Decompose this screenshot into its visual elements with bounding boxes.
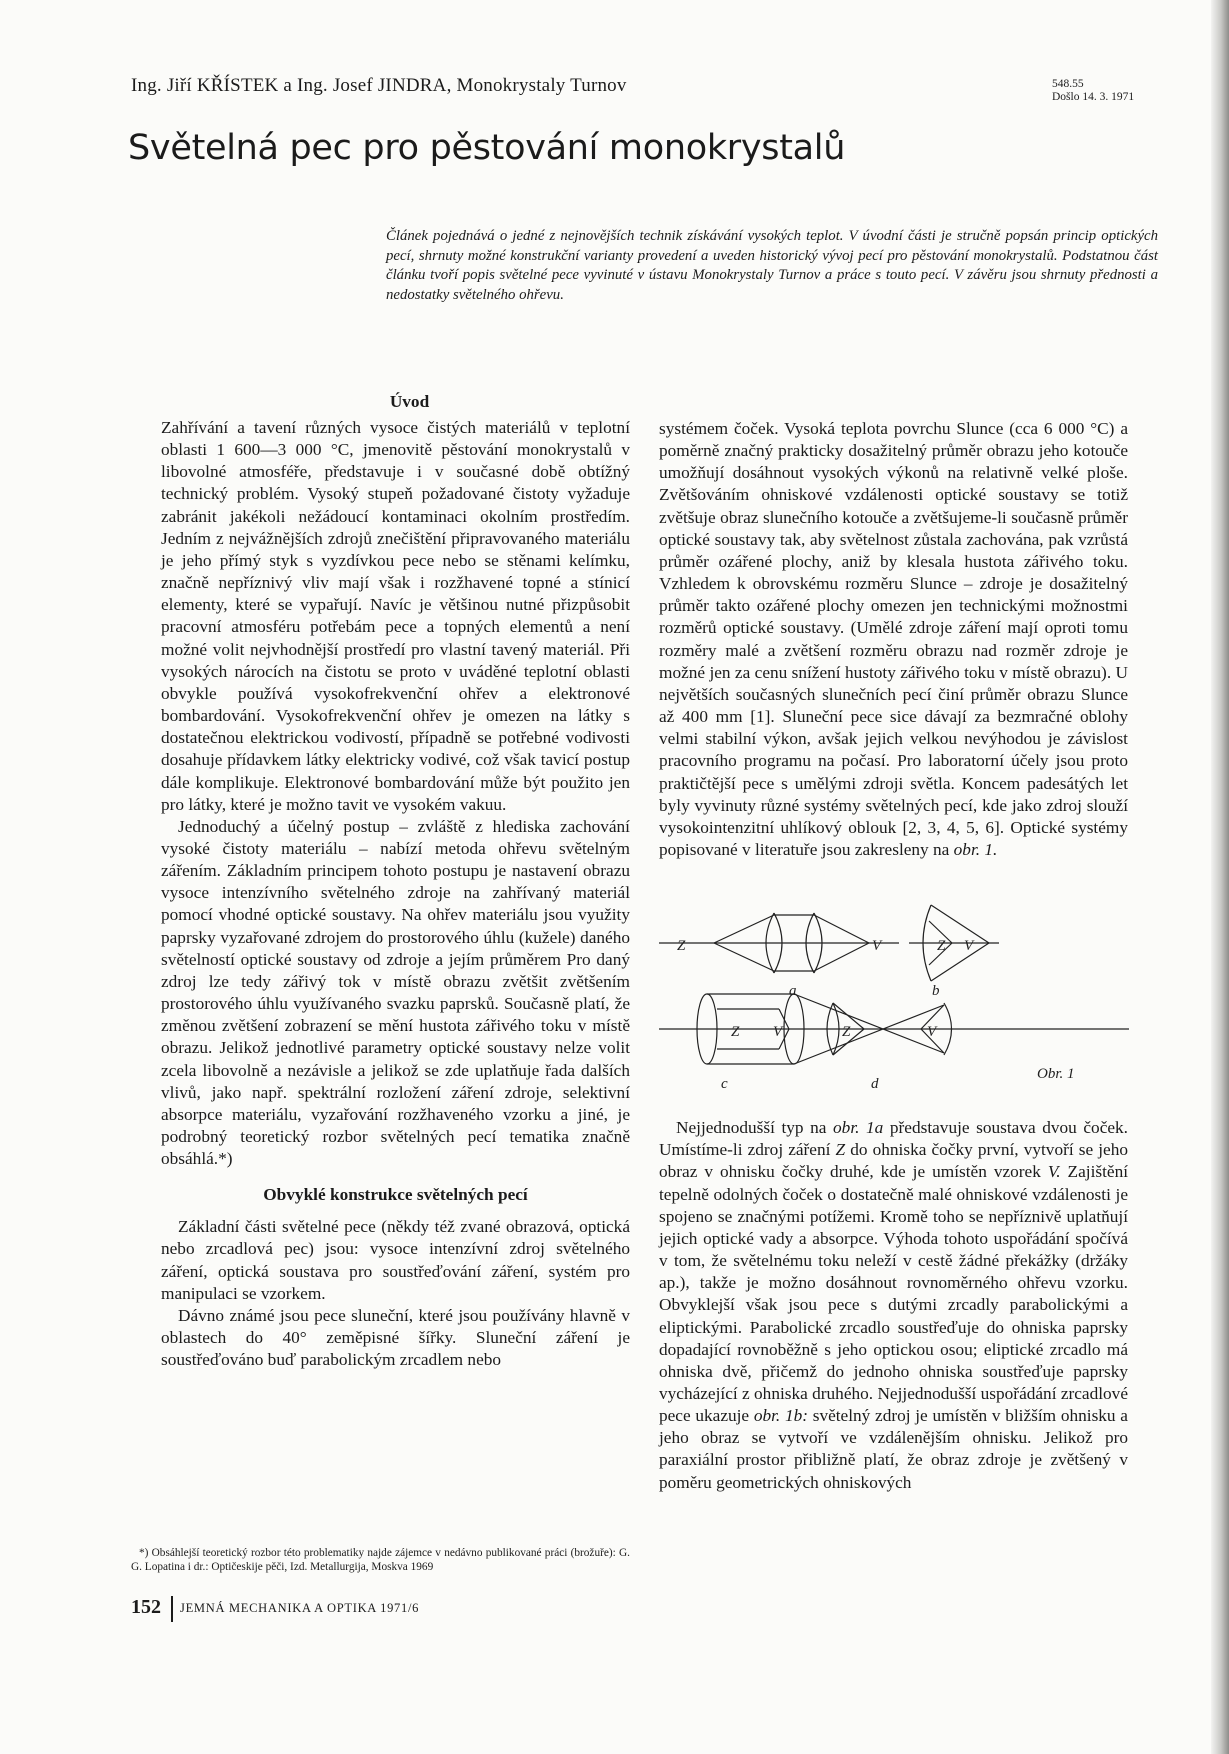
- right-column: [659, 418, 1128, 1494]
- figure-ref: obr. 1.: [953, 839, 998, 859]
- fig-label-v-a: V: [872, 938, 882, 955]
- header-meta: [1052, 78, 1134, 104]
- paragraph-r1: systémem čoček. Vysoká teplota povrchu Slunce (cca 6 000 °C) a poměrně značný prakticky dosažitelný průměr obrazu jeho kotouče umožňují dosáhnout vysokých výkonů na relativně velké ploše. Zvětšováním ohniskové vzdálenosti optické soustavy se totiž zvětšuje obraz slunečního kotouče a zvětšujeme-li současně průměr optické soustavy tak, aby světelnost zůstala zachována, pak vzrůstá průměr ozářené plochy, aniž by klesala hustota zářivého toku. Vzhledem k obrovskému rozměru Slunce – zdroje je dosažitelný průměr takto ozářené plochy omezen jen technickými možnostmi rozměrů optické soustavy. (Umělé zdroje záření mají oproti tomu rozměry malé a zvětšení rozměru obrazu nad rozměr zdroje je možné jen za cenu snížení hustoty zářivého toku v místě obrazu). U největších současných slunečních pecí činí průměr obrazu Slunce až 400 mm [1]. Sluneční pece sice dávají za bezmračné oblohy velmi stabilní výkon, avšak jejich velkou nevýhodou je závislost pracovního programu na počasí. Pro laboratorní účely jsou proto praktičtější pece s umělými zdroji světla. Koncem padesátých let byly vyvinuty různé systémy světelných pecí, kde jako zdroj slouží vysokointenzitní uhlíkový oblouk [2, 3, 4, 5, 6]. Optické systémy popisované v literatuře jsou zakresleny na obr. 1.: [659, 419, 1128, 859]
- fig-label-a: a: [789, 983, 797, 1000]
- figure-ref-1b: obr. 1b:: [753, 1406, 808, 1426]
- article-title: Světelná pec pro pěstování monokrystalů: [128, 128, 846, 168]
- fig-label-d: d: [871, 1076, 879, 1093]
- section-heading-obvykle: Obvyklé konstrukce světelných pecí: [263, 1185, 528, 1205]
- fig-label-v-c: V: [773, 1024, 783, 1041]
- page-edge-shadow: [1211, 0, 1229, 1754]
- paragraph-r2: Nejjednodušší typ na obr. 1a představuje soustava dvou čoček. Umístíme-li zdroj záření Z do ohniska čočky první, vytvoří se jeho obraz v ohnisku čočky druhé, kde je umístěn vzorek V. Zajištění tepelně odolných čoček o dostatečně malé ohniskové vzdálenosti je spojeno se značnými potížemi. Kromě toho se nepříznivě uplatňují jejich optické vady a absorpce. Výhoda tohoto uspořádání spočívá v tom, že světelnému toku neleží v cestě žádné překážky (držáky ap.), takže je možno dosáhnout rovnoměrného ohřevu vzorku. Obvyklejší však jsou pece s dutými zrcadly parabolickými a eliptickými. Parabolické zrcadlo soustřeďuje do ohniska paprsky dopadající rovnoběžně s jeho optickou osou; eliptické zrcadlo má ohniska dvě, přičemž do jednoho ohniska soustřeďuje paprsky vycházející z ohniska druhého. Nejjednodušší uspořádání zrcadlové pece ukazuje obr. 1b: světelný zdroj je umístěn v bližším ohnisku a jeho obraz se vytvoří ve vzdálenějším ohnisku. Jelikož pro paraxiální prostor přibližně platí, že obraz zdroje je zvětšený v poměru geometrických ohniskových: [659, 1118, 1129, 1492]
- fig-label-b: b: [932, 983, 940, 1000]
- figure-caption: Obr. 1: [1037, 1066, 1075, 1083]
- fig-label-z-d: Z: [842, 1024, 851, 1041]
- paragraph-4: Dávno známé jsou pece sluneční, které jsou používány hlavně v oblastech do 40° zeměpisné šířky. Sluneční záření je soustřeďováno buď parabolickým zrcadlem nebo: [161, 1305, 630, 1370]
- paragraph-1: Zahřívání a tavení různých vysoce čistých materiálů v teplotní oblasti 1 600—3 000 °C, jmenovitě pěstování monokrystalů v libovolné atmosféře, představuje i v současné době obtížný technický problém. Vysoký stupeň požadované čistoty vyžaduje zabránit jakékoli nežádoucí kontaminaci okolním prostředím. Jedním z nejvážnějších zdrojů znečištění připravovaného materiálu je jeho přímý styk s vyzdívkou pece nebo se stěnami kelímku, značně nepříznivý vliv mají však i rozžhavené topné a stínicí elementy, které se vypařují. Navíc je většinou nutné přizpůsobit pracovní atmosféru potřebám pece a topných elementů a není možné volit nejvhodnější prostředí pro vlastní tavený materiál. Při vysokých nárocích na čistotu se proto v uváděné teplotní oblasti obvykle používá vysokofrekvenční ohřev a elektronové bombardování. Vysokofrekvenční ohřev je omezen na látky s dostatečnou elektrickou vodivostí, případně se potřebné vodivosti dosahuje přídavkem látky elektricky vodivé, což však tavicí postup dále komplikuje. Elektronové bombardování může být použito jen pro látky, které je možno tavit ve vysokém vakuu.: [161, 418, 630, 814]
- footer-separator: [171, 1596, 173, 1622]
- received-date: Došlo 14. 3. 1971: [1052, 91, 1135, 103]
- left-column: [161, 391, 630, 1371]
- fig-label-z-a: Z: [677, 938, 686, 955]
- fig-label-z-c: Z: [731, 1024, 740, 1041]
- figure-1-diagram: [659, 895, 1129, 1095]
- paragraph-3: Základní části světelné pece (někdy též zvané obrazová, optická nebo zrcadlová pec) jsou: vysoce intenzívní zdroj světelného záření, optická soustava pro soustřeďování záření, systém pro manipulaci se vzorkem.: [161, 1217, 630, 1303]
- journal-name: JEMNÁ MECHANIKA A OPTIKA 1971/6: [180, 1601, 420, 1615]
- abstract: Článek pojednává o jedné z nejnovějších technik získávání vysokých teplot. V úvodní části je stručně popsán princip optických pecí, shrnuty možné konstrukční varianty provedení a uveden historický vývoj pecí pro pěstování monokrystalů. Podstatnou část článku tvoří popis světelné pece vyvinuté v ústavu Monokrystaly Turnov a práce s touto pecí. V závěru jsou shrnuty přednosti a nedostatky světelného ohřevu.: [386, 228, 1158, 303]
- header-authors: Ing. Jiří KŘÍSTEK a Ing. Josef JINDRA, Monokrystaly Turnov: [131, 75, 627, 96]
- fig-label-v-b: V: [964, 938, 974, 955]
- section-heading-uvod: Úvod: [389, 392, 430, 411]
- paragraph-2: Jednoduchý a účelný postup – zvláště z hlediska zachování vysoké čistoty materiálu – nabízí metoda ohřevu světelným zářením. Základním principem tohoto postupu je nastavení obrazu vysoce intenzívního světelného zdroje na zahřívaný materiál pomocí vhodné optické soustavy. Na ohřev materiálu jsou využity paprsky vyzařované zdrojem do prostorového úhlu (kužele) daného světelností optické soustavy od zdroje a jejím průměrem Pro daný zdroj lze tedy zářivý tok v místě obrazu zvětšit zvětšením prostorového úhlu využívaného svazku paprsků. Současně platí, že změnou zvětšení zobrazení se mění hustota zářivého toku v místě obrazu. Jelikož jednotlivé parametry optické soustavy nelze volit zcela libovolně a nezávisle a jelikož se zde uplatňuje řada dalších vlivů, jako např. spektrální rozložení záření zdroje, selektivní absorpce materiálu, vyzařování rozžhaveného vzorku a jiné, je podrobný teoretický rozbor světelných pecí tematika značně obsáhlá.*): [161, 816, 630, 1169]
- page-number: 152: [131, 1596, 161, 1618]
- fig-label-z-b: Z: [937, 938, 946, 955]
- fig-label-v-d: V: [927, 1024, 937, 1041]
- classification-code: 548.55: [1052, 78, 1084, 90]
- symbol-z: Z: [835, 1140, 846, 1160]
- symbol-v: V.: [1047, 1162, 1061, 1182]
- figure-1: [659, 895, 1128, 1095]
- figure-ref-1a: obr. 1a: [833, 1118, 884, 1138]
- fig-label-c: c: [721, 1076, 728, 1093]
- footnote: *) Obsáhlejší teoretický rozbor této problematiky najde zájemce v nedávno publikované práci (brožuře): G. G. Lopatina i dr.: Optičeskije pěči, Izd. Metallurgija, Moskva 1969: [131, 1547, 630, 1573]
